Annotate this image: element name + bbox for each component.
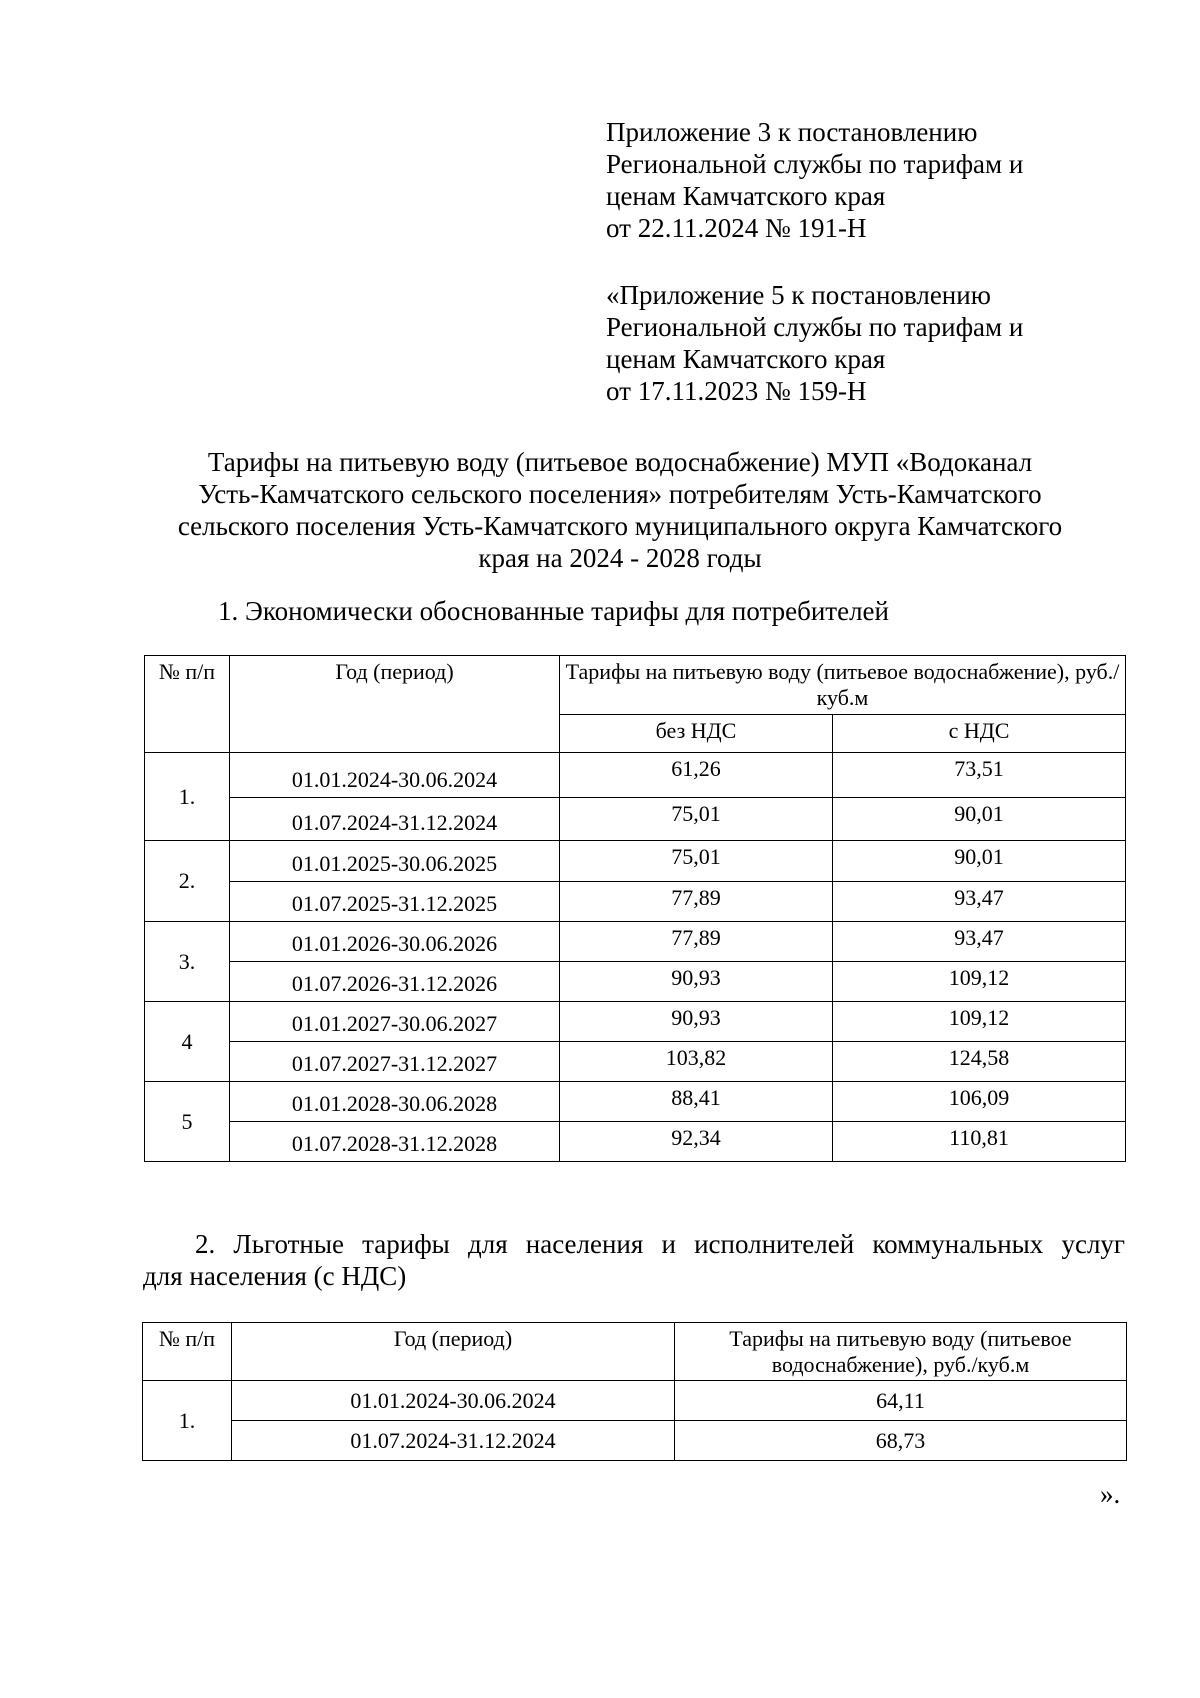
column-header-without-vat: без НДС	[560, 715, 833, 753]
section-2-heading-line: для населения (с НДС)	[143, 1261, 407, 1291]
title-line: Тарифы на питьевую воду (питьевое водоснабжение) МУП «Водоканал	[207, 447, 1033, 477]
row-period: 01.01.2024-30.06.2024	[232, 1381, 675, 1421]
row-period: 01.07.2025-31.12.2025	[230, 882, 560, 922]
tariff-with-vat: 73,51	[833, 753, 1126, 798]
appendix-line: ценам Камчатского края	[606, 181, 886, 211]
tariff-with-vat: 124,58	[833, 1042, 1126, 1082]
row-period: 01.01.2024-30.06.2024	[230, 753, 560, 798]
preferential-tariffs-table	[142, 1322, 1127, 1461]
tariff-with-vat: 109,12	[833, 1002, 1126, 1042]
table-row	[145, 962, 1126, 1002]
section-2-heading	[143, 1228, 1125, 1292]
tariff-without-vat: 77,89	[560, 882, 833, 922]
section-2-heading-line: 2. Льготные тарифы для населения и исполнителей коммунальных услуг	[195, 1229, 1125, 1259]
appendix-line: от 17.11.2023 № 159-Н	[606, 376, 867, 406]
tariff-without-vat: 90,93	[560, 1002, 833, 1042]
row-period: 01.01.2028-30.06.2028	[230, 1082, 560, 1122]
column-header-number: № п/п	[143, 1323, 232, 1381]
column-header-period: Год (период)	[232, 1323, 675, 1381]
table-row	[145, 1082, 1126, 1122]
appendix-line: «Приложение 5 к постановлению	[606, 280, 991, 310]
economic-tariffs-table	[144, 655, 1126, 1162]
row-number: 4	[145, 1002, 230, 1082]
tariff-without-vat: 88,41	[560, 1082, 833, 1122]
row-number: 1.	[145, 753, 230, 841]
appendix-line: Региональной службы по тарифам и	[606, 149, 1024, 179]
table-row	[143, 1381, 1127, 1421]
table-row	[145, 1122, 1126, 1162]
tariff-with-vat: 90,01	[833, 798, 1126, 841]
section-1-heading: 1. Экономически обоснованные тарифы для потребителей	[218, 596, 889, 626]
table-row	[143, 1421, 1127, 1461]
table-row	[145, 1042, 1126, 1082]
table-row	[145, 922, 1126, 962]
tariff-without-vat: 61,26	[560, 753, 833, 798]
column-header-number: № п/п	[145, 656, 230, 753]
appendix-header-current	[606, 116, 1146, 244]
table-row	[145, 841, 1126, 882]
document-title	[140, 446, 1100, 574]
row-number: 2.	[145, 841, 230, 922]
column-header-with-vat: с НДС	[833, 715, 1126, 753]
row-period: 01.01.2027-30.06.2027	[230, 1002, 560, 1042]
tariff-without-vat: 75,01	[560, 841, 833, 882]
appendix-header-amended	[606, 279, 1146, 407]
closing-quote-mark: ».	[1100, 1479, 1121, 1509]
tariff-with-vat: 106,09	[833, 1082, 1126, 1122]
tariff-with-vat: 110,81	[833, 1122, 1126, 1162]
table-row	[145, 753, 1126, 798]
row-period: 01.01.2025-30.06.2025	[230, 841, 560, 882]
row-period: 01.01.2026-30.06.2026	[230, 922, 560, 962]
tariff-value: 68,73	[675, 1421, 1127, 1461]
tariff-value: 64,11	[675, 1381, 1127, 1421]
row-number: 1.	[143, 1381, 232, 1461]
appendix-line: Региональной службы по тарифам и	[606, 312, 1024, 342]
column-header-period: Год (период)	[230, 656, 560, 753]
row-number: 3.	[145, 922, 230, 1002]
tariff-with-vat: 109,12	[833, 962, 1126, 1002]
tariff-with-vat: 90,01	[833, 841, 1126, 882]
tariff-with-vat: 93,47	[833, 922, 1126, 962]
appendix-line: Приложение 3 к постановлению	[606, 117, 978, 147]
row-period: 01.07.2024-31.12.2024	[232, 1421, 675, 1461]
row-period: 01.07.2026-31.12.2026	[230, 962, 560, 1002]
tariff-without-vat: 103,82	[560, 1042, 833, 1082]
column-header-tariff: Тарифы на питьевую воду (питьевое водоснабжение), руб./куб.м	[560, 656, 1126, 715]
appendix-line: ценам Камчатского края	[606, 344, 886, 374]
table-row	[145, 798, 1126, 841]
title-line: края на 2024 - 2028 годы	[478, 543, 762, 573]
column-header-tariff: Тарифы на питьевую воду (питьевое водоснабжение), руб./куб.м	[675, 1323, 1127, 1381]
tariff-without-vat: 77,89	[560, 922, 833, 962]
table-row	[145, 882, 1126, 922]
table-row	[145, 1002, 1126, 1042]
tariff-with-vat: 93,47	[833, 882, 1126, 922]
tariff-without-vat: 92,34	[560, 1122, 833, 1162]
row-period: 01.07.2028-31.12.2028	[230, 1122, 560, 1162]
tariff-without-vat: 90,93	[560, 962, 833, 1002]
row-number: 5	[145, 1082, 230, 1162]
title-line: сельского поселения Усть-Камчатского муниципального округа Камчатского	[177, 511, 1063, 541]
row-period: 01.07.2024-31.12.2024	[230, 798, 560, 841]
appendix-line: от 22.11.2024 № 191-Н	[606, 213, 867, 243]
title-line: Усть-Камчатского сельского поселения» потребителям Усть-Камчатского	[198, 479, 1042, 509]
row-period: 01.07.2027-31.12.2027	[230, 1042, 560, 1082]
tariff-without-vat: 75,01	[560, 798, 833, 841]
